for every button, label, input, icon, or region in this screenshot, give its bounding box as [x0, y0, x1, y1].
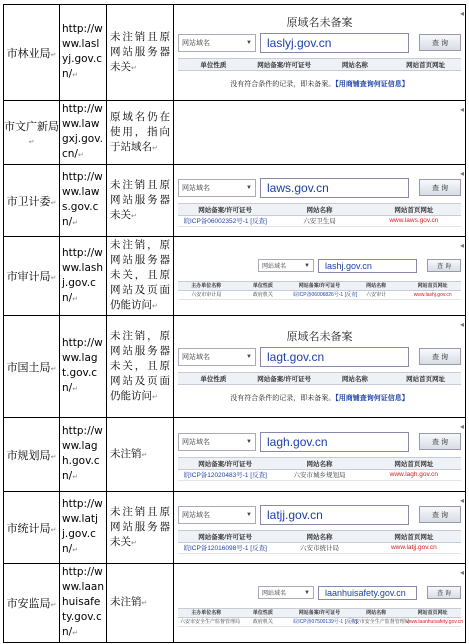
chevron-down-icon: ▼ [246, 438, 252, 445]
status-cell: 原域名仍在使用，指向于站域名↵ [107, 101, 174, 165]
table-row [4, 165, 466, 237]
result-row [178, 617, 461, 626]
anchor-mark-icon: ◂ [459, 9, 464, 18]
icp-lookup-screenshot [178, 176, 461, 227]
domain-input[interactable]: laslyj.gov.cn [260, 33, 409, 53]
department-cell: 市审计局↵ [4, 237, 60, 316]
anchor-mark-icon: ◂ [459, 422, 464, 431]
screenshot-cell [174, 237, 466, 316]
query-button[interactable]: 查 询 [419, 179, 461, 196]
result-header: 网站名称 [272, 530, 366, 542]
result-header: 单位性质 [235, 608, 292, 617]
homepage-link[interactable]: www.lagh.gov.cn [367, 469, 461, 480]
result-row [178, 290, 461, 299]
result-table [178, 372, 461, 385]
url-cell: http://www.lashj.gov.cn/↵ [60, 237, 107, 316]
result-header: 网站备案/许可证号 [291, 608, 348, 617]
site-name: 六安卫生局 [272, 215, 366, 226]
not-filed-title: 原域名未备案 [286, 16, 353, 29]
icp-lookup-screenshot [178, 17, 461, 89]
table-row [4, 237, 466, 316]
table-row [4, 316, 466, 418]
department-cell: 市林业局↵ [4, 5, 60, 101]
search-bar [178, 176, 461, 200]
screenshot-cell [174, 101, 466, 165]
query-button[interactable]: 查 询 [419, 34, 461, 51]
domain-input[interactable]: lagt.gov.cn [260, 347, 409, 367]
record-number[interactable]: 皖ICP备06006826号-1 [反查] [293, 292, 358, 298]
screenshot-cell [174, 165, 466, 237]
result-header: 单位性质 [178, 372, 249, 384]
sponsor-name: 六安市审计局 [178, 290, 235, 299]
icp-lookup-screenshot [178, 331, 461, 403]
query-license-link[interactable]: 【用商铺查询何证信息】 [335, 394, 409, 402]
result-header: 网站名称 [272, 457, 366, 469]
domain-type-select[interactable]: 网站域名 ▼ [178, 433, 256, 451]
status-cell: 未注销且原网站服务器未关↵ [107, 165, 174, 237]
screenshot-cell [174, 564, 466, 643]
website-status-table [3, 4, 466, 643]
anchor-mark-icon: ◂ [459, 496, 464, 505]
result-header: 网站备案/许可证号 [178, 457, 272, 469]
query-button[interactable]: 查 询 [427, 259, 461, 272]
url-cell: http://www.lagh.gov.cn/↵ [60, 418, 107, 492]
url-cell: http://www.lagt.gov.cn/↵ [60, 316, 107, 418]
url-cell: http://www.laanhuisafety.gov.cn/↵ [60, 564, 107, 643]
result-header: 网站名称 [348, 281, 405, 290]
status-cell: 未注销↵ [107, 564, 174, 643]
table-row [4, 492, 466, 564]
document-page [0, 4, 469, 640]
query-button[interactable]: 查 询 [427, 586, 461, 599]
result-row [178, 542, 461, 553]
department-cell: 市国土局↵ [4, 316, 60, 418]
status-cell: 未注销，原网站服务器未关，且原网站及页面仍能访问↵ [107, 237, 174, 316]
screenshot-cell [174, 418, 466, 492]
url-cell: http://www.laws.gov.cn/↵ [60, 165, 107, 237]
result-table [178, 530, 461, 554]
search-bar [258, 581, 461, 605]
site-name: 六安市统计局 [272, 542, 366, 553]
chevron-down-icon: ▼ [304, 262, 310, 269]
department-cell: 市安监局↵ [4, 564, 60, 643]
result-row [178, 215, 461, 226]
anchor-mark-icon: ◂ [459, 241, 464, 250]
screenshot-cell [174, 492, 466, 564]
homepage-link[interactable]: www.laws.gov.cn [367, 215, 461, 226]
homepage-link[interactable]: www.laanhuisafety.gov.cn [406, 618, 464, 625]
result-header: 网站备案/许可证号 [249, 58, 320, 70]
no-record-message: 没有符合条件的记录，即未备案。【用商铺查询何证信息】 [230, 394, 409, 402]
site-name: 六安市城乡规划局 [272, 469, 366, 480]
result-header: 单位性质 [235, 281, 292, 290]
result-header: 网站首页网址 [390, 372, 461, 384]
status-cell: 未注销↵ [107, 418, 174, 492]
no-record-message: 没有符合条件的记录，即未备案。【用商铺查询何证信息】 [230, 80, 409, 88]
site-name: 六安审计 [348, 290, 405, 299]
result-header: 网站名称 [348, 608, 405, 617]
icp-lookup-screenshot [178, 430, 461, 481]
result-table [178, 457, 461, 481]
url-cell: http://www.laslyj.gov.cn/↵ [60, 5, 107, 101]
result-header: 单位性质 [178, 58, 249, 70]
anchor-mark-icon: ◂ [459, 568, 464, 577]
domain-type-select[interactable]: 网站域名 ▼ [178, 506, 256, 524]
anchor-mark-icon: ◂ [459, 105, 464, 114]
anchor-mark-icon: ◂ [459, 320, 464, 329]
screenshot-cell [174, 316, 466, 418]
domain-input[interactable]: lagh.gov.cn [260, 432, 409, 452]
record-number[interactable]: 皖ICP备06002352号-1 [反查] [178, 215, 272, 226]
record-number[interactable]: 皖ICP备12016098号-1 [反查] [178, 542, 272, 553]
result-table [178, 58, 461, 71]
result-header: 网站名称 [320, 58, 391, 70]
query-license-link[interactable]: 【用商铺查询何证信息】 [335, 80, 409, 88]
table-row [4, 564, 466, 643]
result-header: 网站名称 [320, 372, 391, 384]
result-header: 网站首页网址 [367, 203, 461, 215]
domain-type-select[interactable]: 网站域名 ▼ [258, 586, 314, 599]
department-cell: 市文广新局↵ [4, 101, 60, 165]
table-row [4, 101, 466, 165]
domain-input[interactable]: laanhuisafety.gov.cn [318, 586, 417, 600]
domain-type-select[interactable]: 网站域名 ▼ [178, 179, 256, 197]
status-cell: 未注销且原网站服务器未关↵ [107, 492, 174, 564]
result-header: 网站首页网址 [367, 530, 461, 542]
domain-type-select[interactable]: 网站域名 ▼ [178, 34, 256, 52]
domain-input[interactable]: latjj.gov.cn [260, 505, 409, 525]
anchor-mark-icon: ◂ [459, 169, 464, 178]
search-bar [178, 503, 461, 527]
homepage-link[interactable]: www.lashj.gov.cn [404, 290, 461, 299]
result-header: 网站备案/许可证号 [249, 372, 320, 384]
result-header: 网站名称 [272, 203, 366, 215]
unit-nature: 政府机关 [235, 617, 292, 626]
screenshot-cell [174, 5, 466, 101]
query-button[interactable]: 查 询 [419, 433, 461, 450]
result-header: 网站首页网址 [404, 281, 461, 290]
result-header: 网站首页网址 [390, 58, 461, 70]
table-row [4, 5, 466, 101]
unit-nature: 政府机关 [235, 290, 292, 299]
result-header: 网站备案/许可证号 [291, 281, 348, 290]
search-bar [178, 430, 461, 454]
table-row [4, 418, 466, 492]
chevron-down-icon: ▼ [246, 511, 252, 518]
domain-type-select[interactable]: 网站域名 ▼ [258, 259, 314, 272]
not-filed-title: 原域名未备案 [286, 330, 353, 343]
search-bar [178, 345, 461, 369]
url-cell: http://www.latjj.gov.cn/↵ [60, 492, 107, 564]
status-cell: 未注销且原网站服务器未关↵ [107, 5, 174, 101]
department-cell: 市规划局↵ [4, 418, 60, 492]
chevron-down-icon: ▼ [246, 39, 252, 46]
record-number[interactable]: 皖ICP备12020483号-1 [反查] [178, 469, 272, 480]
result-header: 网站备案/许可证号 [178, 203, 272, 215]
sponsor-name: 六安市安全生产监督管理局 [180, 619, 241, 625]
chevron-down-icon: ▼ [304, 589, 310, 596]
record-number[interactable]: 皖ICP备07500139号-1 [反查] [293, 619, 358, 625]
icp-lookup-screenshot [178, 254, 461, 300]
chevron-down-icon: ▼ [246, 353, 252, 360]
result-header: 网站首页网址 [404, 608, 461, 617]
query-button[interactable]: 查 询 [419, 506, 461, 523]
result-header: 网站备案/许可证号 [178, 530, 272, 542]
result-header: 主办单位名称 [178, 281, 235, 290]
result-row [178, 469, 461, 480]
search-bar [258, 254, 461, 278]
result-header: 主办单位名称 [178, 608, 235, 617]
domain-input[interactable]: laws.gov.cn [260, 178, 409, 198]
search-bar [178, 31, 461, 55]
chevron-down-icon: ▼ [246, 184, 252, 191]
domain-input[interactable]: lashj.gov.cn [318, 259, 417, 273]
domain-type-select[interactable]: 网站域名 ▼ [178, 348, 256, 366]
icp-lookup-screenshot [178, 581, 464, 627]
department-cell: 市统计局↵ [4, 492, 60, 564]
result-table [178, 608, 464, 627]
result-table [178, 281, 461, 300]
url-cell: http://www.lawgxj.gov.cn/↵ [60, 101, 107, 165]
status-cell: 未注销，原网站服务器未关，且原网站及页面仍能访问↵ [107, 316, 174, 418]
site-name: 六安市安全生产监督管理局 [349, 619, 410, 625]
icp-lookup-screenshot [178, 503, 461, 554]
query-button[interactable]: 查 询 [419, 348, 461, 365]
department-cell: 市卫计委↵ [4, 165, 60, 237]
result-table [178, 203, 461, 227]
result-header: 网站首页网址 [367, 457, 461, 469]
homepage-link[interactable]: www.latjj.gov.cn [367, 542, 461, 553]
